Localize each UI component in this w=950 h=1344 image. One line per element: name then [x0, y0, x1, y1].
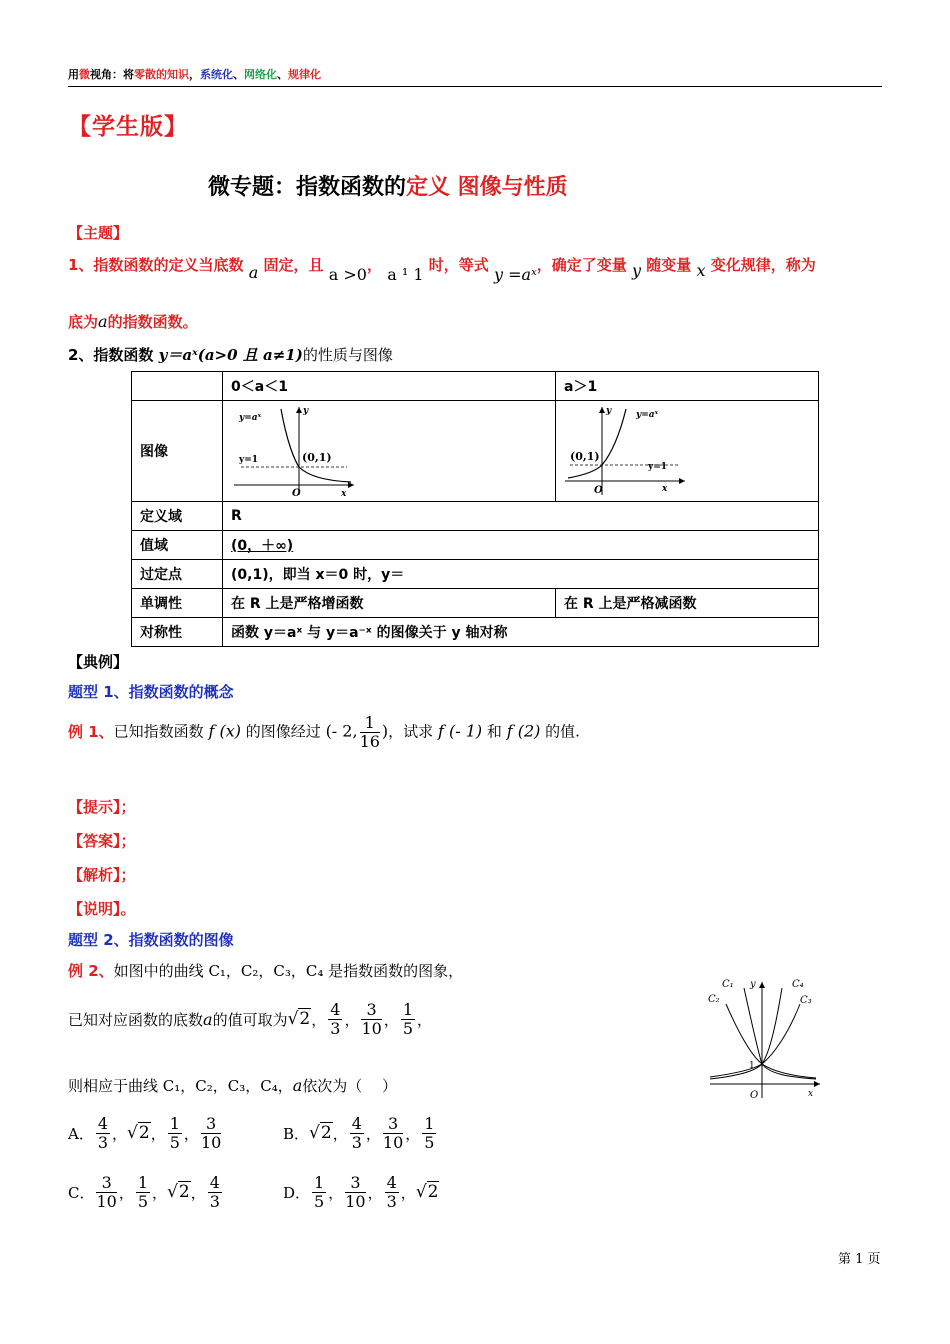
- example-2-line-1: [68, 960, 463, 981]
- header-text: 微: [79, 68, 90, 81]
- math-x: x: [696, 261, 706, 280]
- theme-text: 的指数函数。: [107, 313, 198, 331]
- graph-y-label: y: [750, 979, 756, 990]
- separator: ，: [150, 1124, 166, 1143]
- separator: ，: [190, 1183, 206, 1202]
- fraction-numerator: 4: [386, 1172, 397, 1192]
- fraction-denominator: 3: [386, 1191, 397, 1211]
- fraction-numerator: 3: [361, 1001, 381, 1020]
- table-value-cell: [223, 531, 819, 560]
- table-label-cell: 定义域: [132, 502, 223, 531]
- range-value: (0，＋∞): [231, 538, 294, 554]
- sqrt-2: √2: [167, 1182, 190, 1202]
- separator: ，: [118, 1183, 134, 1202]
- header-text: 零散的知识: [134, 68, 189, 81]
- fraction-3-10: [201, 1115, 221, 1152]
- theme-text: 变化规律，称为: [710, 256, 816, 274]
- fraction-4-3: [350, 1115, 364, 1152]
- example-label: 例 1、: [68, 722, 114, 741]
- fraction-numerator: 4: [97, 1113, 109, 1133]
- fraction-3-10: [383, 1115, 403, 1152]
- sqrt-radicand: 2: [138, 1123, 150, 1143]
- math-fx: f (x): [208, 721, 241, 741]
- table-row: [132, 401, 819, 502]
- example-text: ，试求: [388, 722, 434, 741]
- fraction-1-16: [360, 714, 380, 751]
- sqrt-2: √2: [415, 1182, 439, 1202]
- section-text: 2、指数函数: [68, 346, 159, 364]
- fraction-denominator: 3: [330, 1018, 341, 1038]
- fraction-3-10: [361, 1001, 381, 1038]
- math-condition: a ¹ 1: [387, 265, 424, 284]
- separator: ，: [383, 1010, 399, 1029]
- sqrt-2: √2: [287, 1009, 311, 1029]
- math-a: a: [98, 312, 108, 331]
- option-a[interactable]: [68, 1108, 223, 1158]
- properties-table: [131, 371, 819, 647]
- fraction-numerator: 3: [201, 1115, 221, 1134]
- examples-label: 【典例】: [68, 653, 129, 671]
- example-1: [68, 714, 580, 751]
- fraction-numerator: 1: [137, 1172, 149, 1192]
- option-c[interactable]: [68, 1167, 224, 1217]
- separator: ，: [417, 1010, 433, 1029]
- separator: ，: [152, 1183, 168, 1202]
- table-row: [132, 560, 819, 589]
- example-label: 例 2、: [68, 962, 114, 980]
- table-label-cell: 过定点: [132, 560, 223, 589]
- example-text: 如图中的曲线 C₁，C₂，C₃，C₄ 是指数函数的图象，: [113, 962, 464, 980]
- table-value-cell: 在 R 上是严格减函数: [556, 589, 819, 618]
- example-text: 已知指数函数: [113, 722, 204, 741]
- theme-text: ，: [366, 256, 382, 274]
- curve-label-c2: C₂: [708, 994, 720, 1005]
- graph-x-label: x: [808, 1089, 814, 1099]
- fraction-denominator: 10: [382, 1132, 404, 1152]
- math-condition: a >0: [328, 265, 367, 284]
- fraction-denominator: 10: [96, 1191, 117, 1211]
- graph-x-label: x: [662, 484, 668, 494]
- separator: ，: [328, 1183, 344, 1202]
- theme-text: ，确定了变量: [536, 256, 627, 274]
- type-heading-text: 题型 1、指数函数的概念: [68, 683, 234, 701]
- fraction-denominator: 3: [351, 1132, 362, 1152]
- fraction-4-3: [208, 1174, 222, 1211]
- example-text: 已知对应函数的底数: [68, 1010, 204, 1029]
- option-label: A．: [68, 1124, 94, 1143]
- fraction-4-3: [96, 1115, 110, 1152]
- separator: ，: [112, 1124, 128, 1143]
- graph-point-label: (0,1): [570, 450, 600, 463]
- section-formula: y＝aˣ(a>0 且 a≠1): [158, 346, 303, 364]
- fraction-denominator: 5: [314, 1191, 325, 1211]
- sqrt-2: √2: [309, 1123, 332, 1143]
- fraction-numerator: 1: [169, 1113, 180, 1133]
- graph-decreasing: [229, 403, 359, 499]
- section-text: 的性质与图像: [302, 346, 393, 364]
- separator: ，: [365, 1124, 381, 1143]
- fraction-numerator: 3: [96, 1174, 116, 1193]
- sqrt-radicand: 2: [299, 1009, 311, 1029]
- note-label: 【说明】。: [68, 900, 136, 918]
- graph-one-label: 1: [749, 1061, 755, 1071]
- math-point: (- 2,: [325, 721, 358, 741]
- table-label-cell: 对称性: [132, 618, 223, 647]
- fraction-numerator: 4: [351, 1113, 362, 1133]
- fraction-4-3: [328, 1001, 342, 1038]
- fraction-1-5: [168, 1115, 182, 1152]
- math-a: a: [203, 1009, 213, 1029]
- table-cell: [132, 372, 223, 401]
- graph-label-line: y=1: [648, 462, 668, 472]
- separator: ，: [332, 1124, 348, 1143]
- example-text: 的值可取为: [212, 1010, 288, 1029]
- option-label: C．: [68, 1183, 95, 1202]
- table-value-cell: R: [223, 502, 819, 531]
- example-text: 的值.: [545, 722, 580, 741]
- fraction-1-5: [312, 1174, 326, 1211]
- table-label-cell: 单调性: [132, 589, 223, 618]
- table-label-cell: 图像: [132, 401, 223, 502]
- page-title: [208, 170, 568, 201]
- option-b[interactable]: [283, 1108, 438, 1158]
- math-point: ): [381, 721, 389, 741]
- fraction-3-10: [96, 1174, 116, 1211]
- curve-label-c1: C₁: [722, 979, 734, 990]
- fraction-4-3: [385, 1174, 399, 1211]
- table-value-cell: 在 R 上是严格增函数: [223, 589, 556, 618]
- fraction-denominator: 5: [137, 1191, 149, 1211]
- header-text: 网络化: [244, 68, 277, 81]
- fraction-denominator: 10: [361, 1018, 382, 1038]
- table-row: [132, 372, 819, 401]
- hint-label: 【提示】；: [68, 798, 136, 816]
- fraction-1-5: [422, 1115, 436, 1152]
- fraction-numerator: 1: [314, 1172, 325, 1192]
- curve-label-c4: C₄: [792, 979, 804, 990]
- theme-text: 时，等式: [428, 256, 489, 274]
- type-2-heading: 题型 2、指数函数的图像: [68, 931, 234, 949]
- example-text: 和: [486, 722, 502, 741]
- header-text: 、: [277, 68, 288, 81]
- option-label: B．: [283, 1124, 310, 1143]
- analysis-label: 【解析】；: [68, 866, 136, 884]
- theme-line-2: [68, 311, 198, 332]
- theme-line-1: [68, 254, 816, 284]
- graph-cell-decreasing: [223, 401, 556, 502]
- fraction-denominator: 3: [209, 1191, 220, 1211]
- fraction-numerator: 4: [330, 999, 341, 1019]
- sqrt-radicand: 2: [178, 1182, 190, 1202]
- separator: ，: [405, 1124, 421, 1143]
- header-text: 、: [233, 68, 244, 81]
- theme-text: 1、指数函数的定义: [68, 256, 199, 274]
- fraction-denominator: 10: [345, 1191, 366, 1211]
- example-2-line-2: [68, 994, 432, 1044]
- version-label: 【学生版】: [68, 114, 188, 140]
- example-text: 则相应于曲线 C₁，C₂，C₃，C₄，: [68, 1077, 293, 1095]
- graph-point-label: (0,1): [302, 451, 332, 464]
- header-tagline: [68, 66, 321, 82]
- fraction-denominator: 16: [359, 732, 380, 751]
- graph-origin: O: [292, 488, 301, 499]
- graph-increasing: [560, 403, 690, 499]
- example-text: 依次为（ ）: [302, 1077, 398, 1095]
- fraction-numerator: 4: [209, 1172, 220, 1192]
- fraction-1-5: [136, 1174, 150, 1211]
- table-row: [132, 531, 819, 560]
- table-row: [132, 589, 819, 618]
- separator: ，: [367, 1183, 383, 1202]
- theme-label: 【主题】: [68, 224, 129, 242]
- header-text: 视角：将: [90, 68, 134, 81]
- table-row: [132, 502, 819, 531]
- graph-origin: O: [750, 1090, 759, 1101]
- example-2-graph: [704, 974, 824, 1104]
- section-2-heading: [68, 344, 393, 365]
- fraction-denominator: 3: [97, 1132, 109, 1152]
- math-y: y: [632, 261, 642, 280]
- fraction-numerator: 1: [360, 714, 380, 733]
- theme-text: 随变量: [646, 256, 692, 274]
- fraction-numerator: 3: [345, 1174, 365, 1193]
- fraction-numerator: 1: [424, 1113, 435, 1133]
- table-header-cell: a＞1: [556, 372, 819, 401]
- separator: ，: [344, 1010, 360, 1029]
- answer-label: 【答案】；: [68, 832, 136, 850]
- fraction-denominator: 5: [402, 1018, 414, 1038]
- sqrt-radicand: 2: [320, 1123, 332, 1143]
- fraction-numerator: 1: [402, 999, 414, 1019]
- sqrt-2: √2: [127, 1123, 150, 1143]
- theme-text: 固定，且: [263, 256, 324, 274]
- fraction-denominator: 5: [424, 1132, 435, 1152]
- math-f-minus-1: f (- 1): [437, 721, 483, 741]
- example-text: 的图像经过: [245, 722, 321, 741]
- separator: ，: [311, 1010, 327, 1029]
- graph-y-label: y: [303, 406, 309, 416]
- separator: ，: [183, 1124, 199, 1143]
- graph-label-curve: y=aˣ: [239, 413, 261, 423]
- header-text: ，: [189, 68, 200, 81]
- math-a: a: [248, 263, 259, 282]
- math-equation: y =aˣ: [494, 265, 537, 284]
- table-row: [132, 618, 819, 647]
- page-number: 第 1 页: [838, 1252, 881, 1267]
- graph-origin: O: [594, 485, 603, 496]
- header-divider: [68, 86, 882, 87]
- title-part-red: 定义 图像与性质: [406, 175, 568, 200]
- math-f-2: f (2): [506, 721, 541, 741]
- type-1-heading: [68, 681, 234, 702]
- theme-text: 当底数: [198, 256, 244, 274]
- graph-label-line: y=1: [239, 455, 259, 465]
- header-text: 用: [68, 68, 79, 81]
- curve-label-c3: C₃: [800, 995, 812, 1006]
- graph-label-curve: y=aˣ: [636, 410, 658, 420]
- header-text: 系统化: [200, 68, 233, 81]
- fraction-1-5: [401, 1001, 415, 1038]
- title-part: 微专题：指数函数的: [208, 175, 407, 200]
- separator: ，: [400, 1183, 416, 1202]
- graph-x-label: x: [341, 489, 347, 499]
- fraction-numerator: 3: [383, 1115, 403, 1134]
- theme-text: 底为: [68, 313, 99, 331]
- sqrt-radicand: 2: [427, 1182, 439, 1202]
- fraction-3-10: [345, 1174, 365, 1211]
- table-value-cell: (0,1)，即当 x＝0 时，y＝: [223, 560, 819, 589]
- example-2-line-3: [68, 1075, 397, 1096]
- fraction-denominator: 5: [169, 1132, 180, 1152]
- option-d[interactable]: [283, 1167, 439, 1217]
- table-value-cell: 函数 y＝aˣ 与 y＝a⁻ˣ 的图像关于 y 轴对称: [223, 618, 819, 647]
- math-a: a: [292, 1076, 303, 1095]
- fraction-denominator: 10: [200, 1132, 222, 1152]
- graph-y-label: y: [606, 406, 612, 416]
- option-label: D．: [283, 1183, 311, 1202]
- header-text: 规律化: [288, 68, 321, 81]
- graph-cell-increasing: [556, 401, 819, 502]
- table-label-cell: 值域: [132, 531, 223, 560]
- table-header-cell: 0＜a＜1: [223, 372, 556, 401]
